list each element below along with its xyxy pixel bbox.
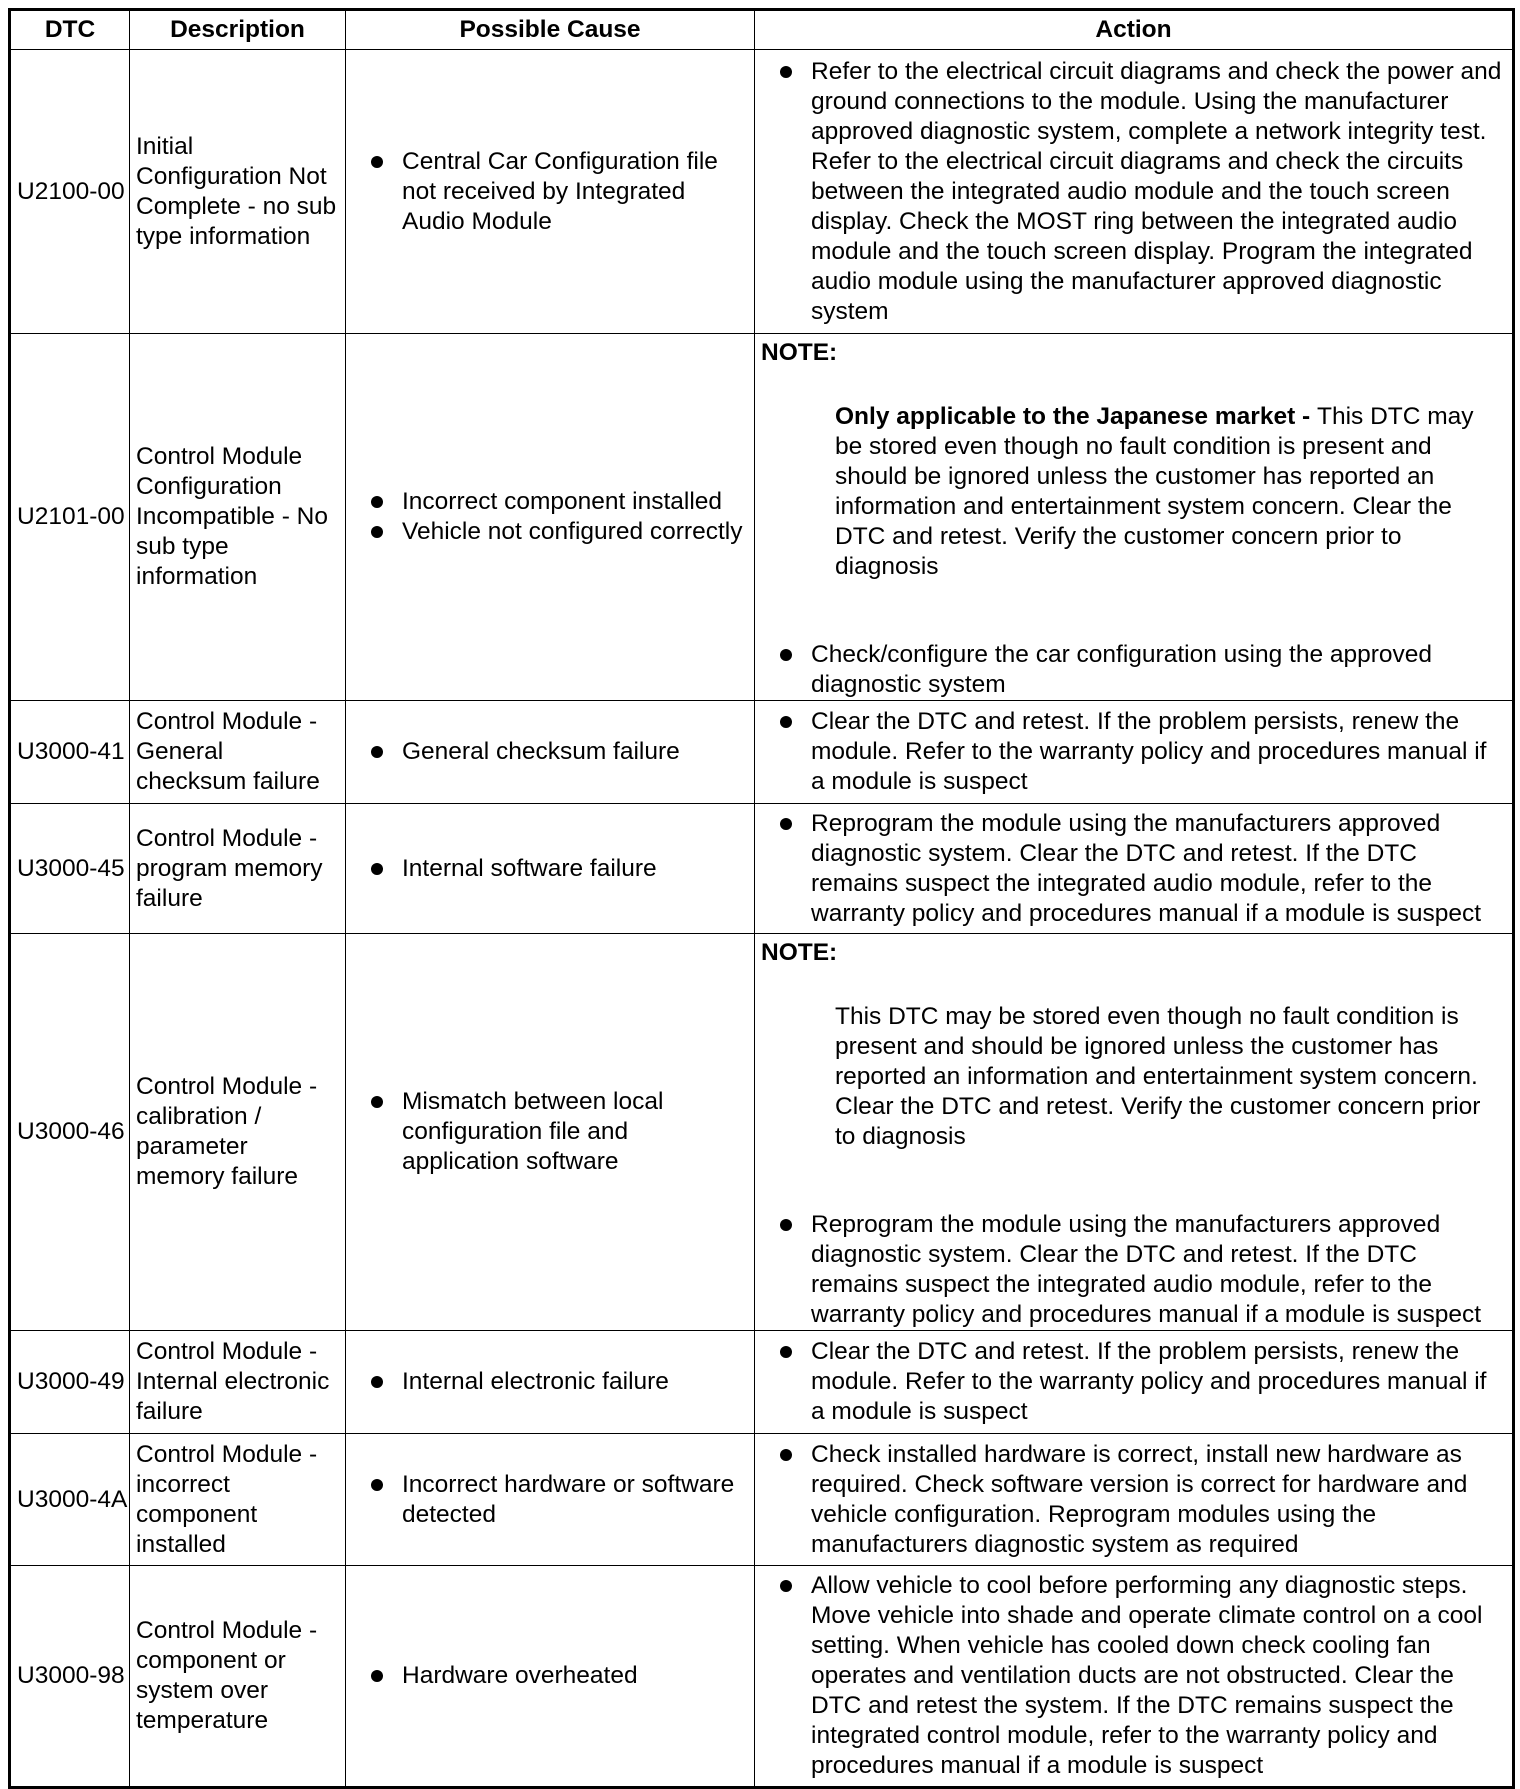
note-text: This DTC may be stored even though no fault condition is present and should be ignored unless the customer has reported an information and entertainment system concern. Clear the DTC and retest. Verify the customer concern prior to diagnosis: [835, 403, 1474, 580]
action-list: [761, 1210, 1506, 1330]
cause-item: Internal electronic failure: [352, 1367, 748, 1397]
cause-list: [352, 1087, 748, 1177]
action-list: [761, 57, 1506, 327]
cause-item: Internal software failure: [352, 854, 748, 884]
cause-list: [352, 1470, 748, 1530]
cause-list: [352, 737, 748, 767]
table-row: [10, 934, 1514, 1331]
possible-cause-cell: [346, 1566, 755, 1788]
action-item: Clear the DTC and retest. If the problem persists, renew the module. Refer to the warranty policy and procedures manual if a module is suspect: [761, 1337, 1506, 1427]
table-row: [10, 50, 1514, 334]
action-cell: [755, 1566, 1514, 1788]
possible-cause-cell: [346, 701, 755, 804]
possible-cause-cell: [346, 934, 755, 1331]
dtc-code: U3000-49: [10, 1331, 130, 1434]
dtc-code: U3000-98: [10, 1566, 130, 1788]
note-text: This DTC may be stored even though no fault condition is present and should be ignored unless the customer has reported an information and entertainment system concern. Clear the DTC and retest. Verify the customer concern prior to diagnosis: [835, 1003, 1481, 1150]
action-cell: [755, 804, 1514, 934]
dtc-code: U2101-00: [10, 334, 130, 701]
table-row: [10, 1566, 1514, 1788]
note-body: [835, 1002, 1506, 1152]
cause-item: Mismatch between local configuration file and application software: [352, 1087, 748, 1177]
cause-item: Hardware overheated: [352, 1661, 748, 1691]
note-lead: Only applicable to the Japanese market -: [835, 403, 1317, 430]
action-item: Reprogram the module using the manufacturers approved diagnostic system. Clear the DTC and retest. If the DTC remains suspect the integrated audio module, refer to the warranty policy and procedures manual if a module is suspect: [761, 809, 1506, 929]
cause-item: Incorrect component installed: [352, 487, 748, 517]
header-dtc: DTC: [10, 10, 130, 50]
dtc-description: Control Module - Internal electronic failure: [130, 1331, 346, 1434]
action-item: Clear the DTC and retest. If the problem persists, renew the module. Refer to the warranty policy and procedures manual if a module is suspect: [761, 707, 1506, 797]
action-item: Check/configure the car configuration using the approved diagnostic system: [761, 640, 1506, 700]
dtc-description: Control Module Configuration Incompatible - No sub type information: [130, 334, 346, 701]
dtc-code: U3000-41: [10, 701, 130, 804]
table-body: [10, 50, 1514, 1788]
cause-item: Vehicle not configured correctly: [352, 517, 748, 547]
action-cell: [755, 1434, 1514, 1566]
action-list: [761, 1440, 1506, 1560]
possible-cause-cell: [346, 334, 755, 701]
dtc-description: Initial Configuration Not Complete - no sub type information: [130, 50, 346, 334]
dtc-description: Control Module - calibration / parameter memory failure: [130, 934, 346, 1331]
header-description: Description: [130, 10, 346, 50]
dtc-description: Control Module - program memory failure: [130, 804, 346, 934]
dtc-description: Control Module - component or system over temperature: [130, 1566, 346, 1788]
cause-list: [352, 854, 748, 884]
header-row: [10, 10, 1514, 50]
action-item: Check installed hardware is correct, install new hardware as required. Check software version is correct for hardware and vehicle configuration. Reprogram modules using the manufacturers diagnostic system as required: [761, 1440, 1506, 1560]
cause-list: [352, 1661, 748, 1691]
action-cell: [755, 1331, 1514, 1434]
table-row: [10, 1434, 1514, 1566]
cause-item: Central Car Configuration file not received by Integrated Audio Module: [352, 147, 748, 237]
action-item: Allow vehicle to cool before performing any diagnostic steps. Move vehicle into shade and operate climate control on a cool setting. When vehicle has cooled down check cooling fan operates and ventilation ducts are not obstructed. Clear the DTC and retest the system. If the DTC remains suspect the integrated control module, refer to the warranty policy and procedures manual if a module is suspect: [761, 1571, 1506, 1781]
possible-cause-cell: [346, 1434, 755, 1566]
cause-list: [352, 147, 748, 237]
dtc-code: U3000-46: [10, 934, 130, 1331]
action-item: Refer to the electrical circuit diagrams and check the power and ground connections to the module. Using the manufacturer approved diagnostic system, complete a network integrity test. Refer to the electrical circuit diagrams and check the circuits between the integrated audio module and the touch screen display. Check the MOST ring between the integrated audio module and the touch screen display. Program the integrated audio module using the manufacturer approved diagnostic system: [761, 57, 1506, 327]
note-label: NOTE:: [761, 339, 838, 366]
cause-item: Incorrect hardware or software detected: [352, 1470, 748, 1530]
table-row: [10, 334, 1514, 701]
action-list: [761, 1571, 1506, 1781]
dtc-description: Control Module - General checksum failure: [130, 701, 346, 804]
table-row: [10, 804, 1514, 934]
action-cell: [755, 934, 1514, 1331]
action-list: [761, 809, 1506, 929]
header-possible-cause: Possible Cause: [346, 10, 755, 50]
action-cell: [755, 50, 1514, 334]
action-list: [761, 1337, 1506, 1427]
table-row: [10, 1331, 1514, 1434]
dtc-description: Control Module - incorrect component installed: [130, 1434, 346, 1566]
cause-list: [352, 487, 748, 547]
action-cell: [755, 334, 1514, 701]
dtc-code: U2100-00: [10, 50, 130, 334]
table-row: [10, 701, 1514, 804]
dtc-code: U3000-45: [10, 804, 130, 934]
possible-cause-cell: [346, 1331, 755, 1434]
cause-list: [352, 1367, 748, 1397]
note-body: [835, 402, 1506, 582]
action-list: [761, 640, 1506, 700]
note-label: NOTE:: [761, 939, 838, 966]
action-cell: [755, 701, 1514, 804]
cause-item: General checksum failure: [352, 737, 748, 767]
dtc-table: [8, 8, 1515, 1789]
possible-cause-cell: [346, 804, 755, 934]
action-list: [761, 707, 1506, 797]
action-item: Reprogram the module using the manufacturers approved diagnostic system. Clear the DTC and retest. If the DTC remains suspect the integrated audio module, refer to the warranty policy and procedures manual if a module is suspect: [761, 1210, 1506, 1330]
dtc-code: U3000-4A: [10, 1434, 130, 1566]
possible-cause-cell: [346, 50, 755, 334]
header-action: Action: [755, 10, 1514, 50]
